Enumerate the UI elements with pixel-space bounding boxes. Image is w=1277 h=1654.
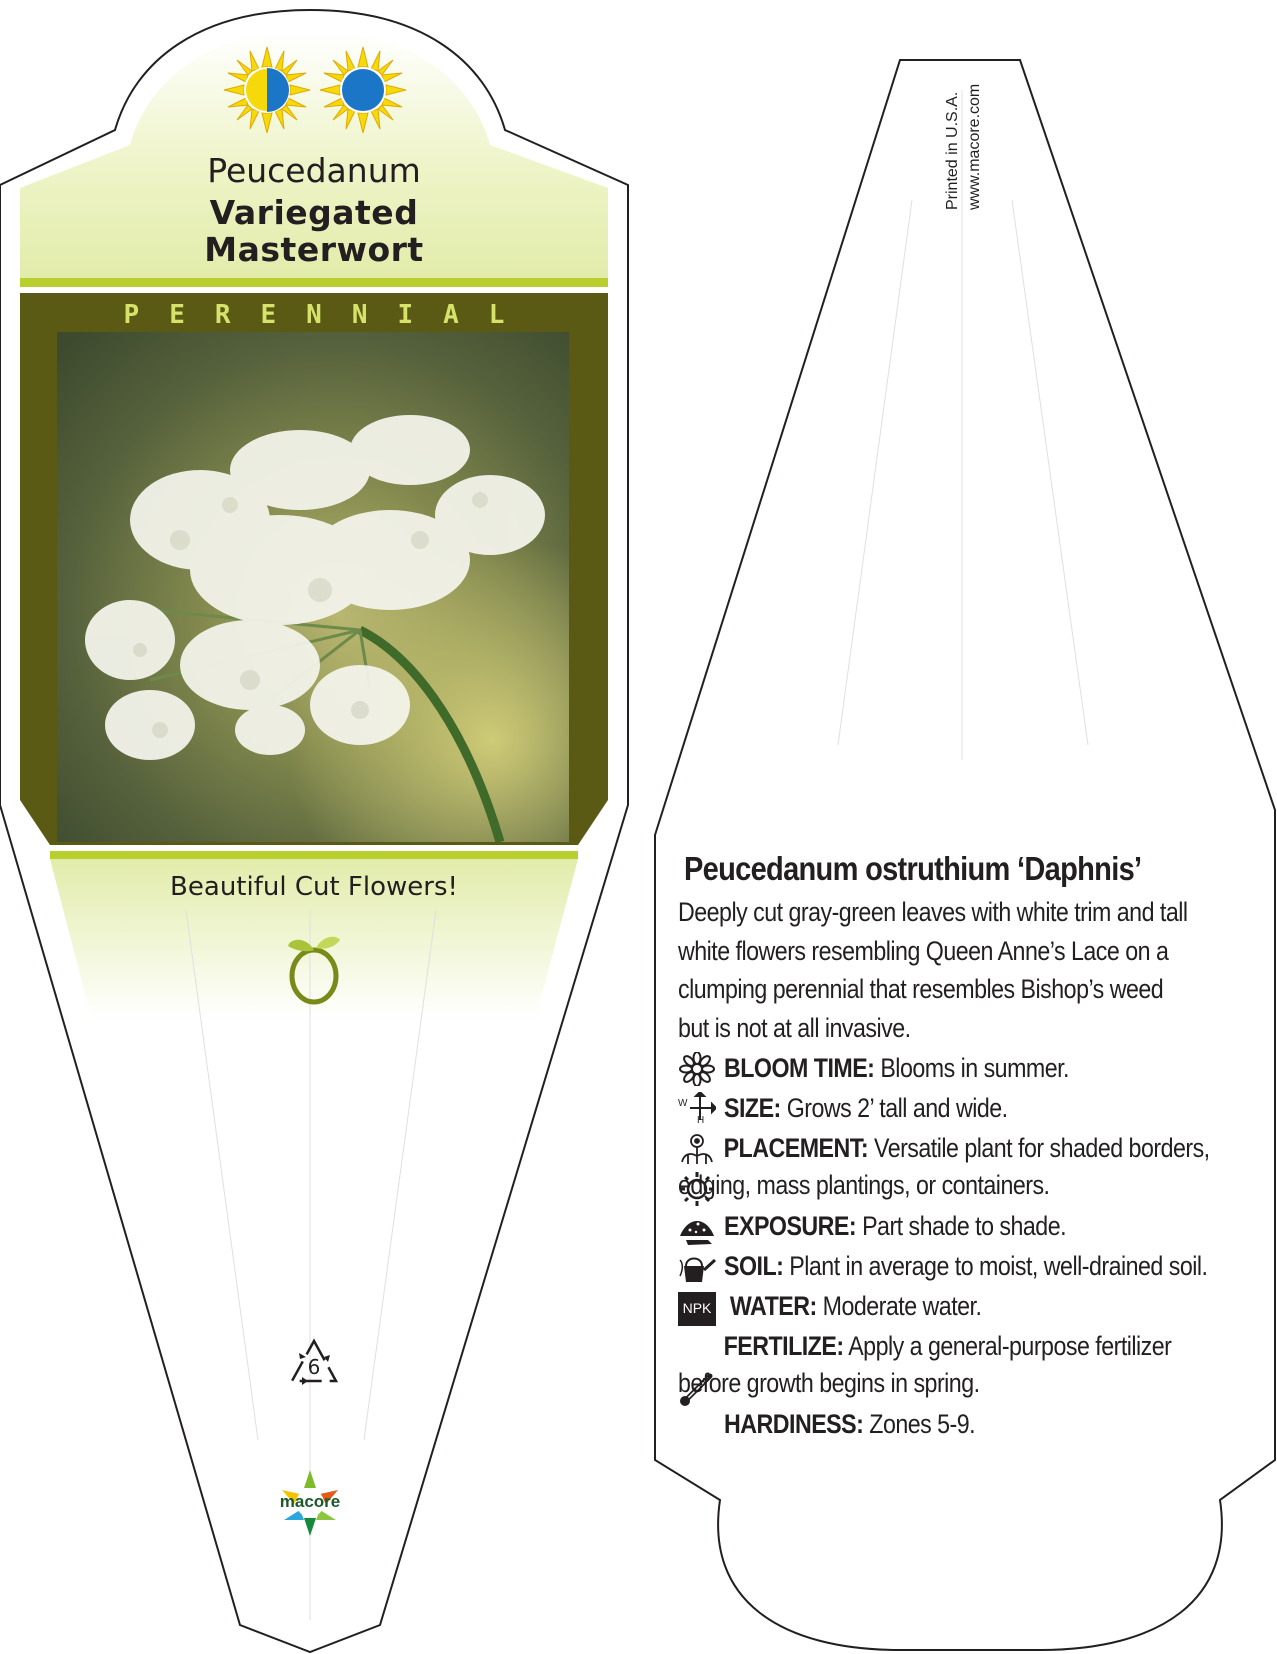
attr-label: EXPOSURE: (724, 1211, 857, 1241)
attr-water (724, 1288, 1266, 1325)
attr-value: Moderate water. (822, 1291, 982, 1321)
size-w-label: W (678, 1098, 688, 1109)
attr-soil (724, 1248, 1266, 1285)
attr-hardiness (724, 1406, 1266, 1443)
printed-in-usa: Printed in U.S.A. (944, 91, 961, 210)
plant-genus: Peucedanum (207, 151, 421, 190)
part-shade-sun-icon (222, 45, 312, 135)
recycle-number: 6 (307, 1355, 321, 1379)
attr-value: Grows 2’ tall and wide. (786, 1093, 1008, 1123)
attr-bloom-time (724, 1050, 1266, 1087)
attr-exposure (724, 1208, 1266, 1245)
botanical-name: Peucedanum ostruthium ‘Daphnis’ (684, 850, 1142, 887)
attr-label: HARDINESS: (724, 1409, 864, 1439)
website: www.macore.com (966, 83, 983, 210)
common-name-line2: Masterwort (204, 230, 424, 269)
common-name-line1: Variegated (209, 193, 419, 232)
attr-label: WATER: (724, 1291, 817, 1321)
attr-label: SOIL: (724, 1251, 784, 1281)
attr-value: Plant in average to moist, well-drained soil. (789, 1251, 1208, 1281)
attr-value: Zones 5-9. (869, 1409, 976, 1439)
recycle-6-icon (286, 1335, 342, 1391)
size-arrows-icon (678, 1092, 716, 1126)
flower-icon (678, 1052, 716, 1086)
attr-placement (678, 1130, 1220, 1204)
plant-description: Deeply cut gray-green leaves with white trim and tall white flowers resembling Queen Anne’s Lace on a clumping perennial that resembles Bishop’s weed but is not at all invasive. (678, 897, 1188, 1043)
watering-can-icon (678, 1252, 716, 1286)
shade-sun-icon (318, 45, 408, 135)
plant-category: PERENNIAL (123, 300, 535, 330)
brand-name: macore (279, 1492, 341, 1511)
attr-size (724, 1090, 1266, 1127)
plant-photo (57, 332, 569, 842)
attr-value: Blooms in summer. (880, 1053, 1069, 1083)
attr-label: SIZE: (724, 1093, 781, 1123)
attr-label: BLOOM TIME: (724, 1053, 875, 1083)
npk-label: NPK (682, 1300, 712, 1316)
attr-value: Apply a general-purpose fertilizer before growth begins in spring. (678, 1331, 1172, 1398)
npk-icon (678, 1292, 716, 1326)
tagline: Beautiful Cut Flowers! (170, 872, 458, 902)
macore-logo (270, 1468, 350, 1538)
attr-label: PLACEMENT: (723, 1133, 869, 1163)
attr-value: Part shade to shade. (862, 1211, 1067, 1241)
attr-label: FERTILIZE: (723, 1331, 844, 1361)
soil-icon (678, 1212, 716, 1246)
size-h-label: H (697, 1115, 705, 1126)
seedling-logo-icon (284, 932, 344, 1006)
attr-fertilize (678, 1328, 1220, 1402)
attr-value: Versatile plant for shaded borders, edging, mass plantings, or containers. (678, 1133, 1210, 1200)
